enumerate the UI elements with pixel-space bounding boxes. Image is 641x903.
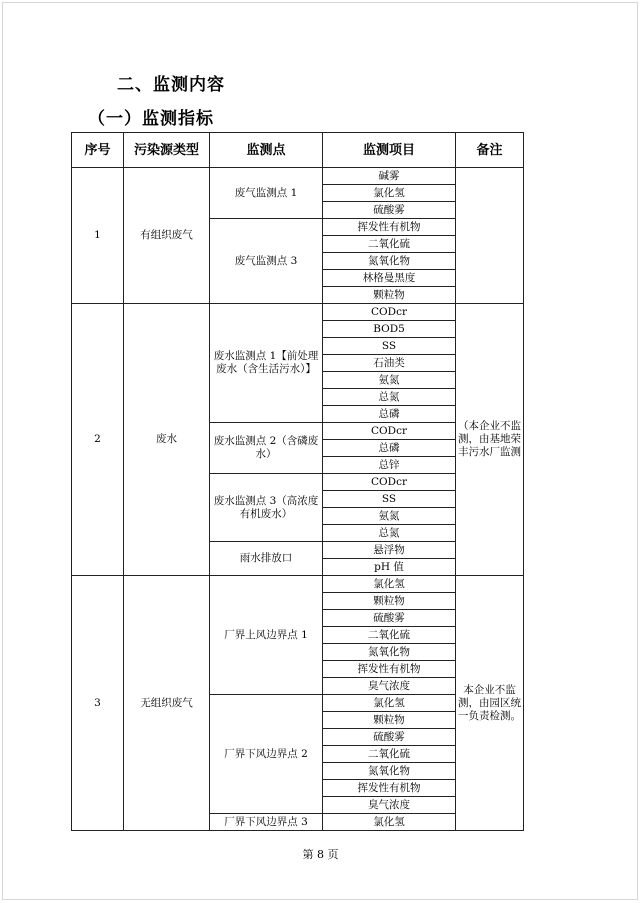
monitoring-item: 臭气浓度 bbox=[323, 797, 456, 814]
monitoring-item: 挥发性有机物 bbox=[323, 780, 456, 797]
monitoring-item: 氨氮 bbox=[323, 508, 456, 525]
monitoring-item: 氮氧化物 bbox=[323, 253, 456, 270]
monitoring-item: 挥发性有机物 bbox=[323, 219, 456, 236]
page-number: 第 8 页 bbox=[302, 848, 339, 861]
monitoring-item: 二氧化硫 bbox=[323, 627, 456, 644]
monitoring-item: 氯化氢 bbox=[323, 576, 456, 593]
remark: （本企业不监测，由基地荣丰污水厂监测 bbox=[456, 304, 524, 576]
monitoring-item: 氨氮 bbox=[323, 372, 456, 389]
monitoring-point: 厂界下风边界点 3 bbox=[210, 814, 323, 831]
monitoring-item: 臭气浓度 bbox=[323, 678, 456, 695]
monitoring-item: 颗粒物 bbox=[323, 712, 456, 729]
monitoring-item: 颗粒物 bbox=[323, 593, 456, 610]
header-remark: 备注 bbox=[456, 133, 524, 168]
monitoring-item: 氯化氢 bbox=[323, 695, 456, 712]
monitoring-item: pH 值 bbox=[323, 559, 456, 576]
monitoring-point: 废气监测点 3 bbox=[210, 219, 323, 304]
monitoring-point: 废气监测点 1 bbox=[210, 168, 323, 219]
monitoring-item: 氯化氢 bbox=[323, 814, 456, 831]
monitoring-item: CODcr bbox=[323, 423, 456, 440]
monitoring-point: 废水监测点 2（含磷废水） bbox=[210, 423, 323, 474]
monitoring-item: 氮氧化物 bbox=[323, 644, 456, 661]
monitoring-point: 厂界上风边界点 1 bbox=[210, 576, 323, 695]
monitoring-item: 碱雾 bbox=[323, 168, 456, 185]
source-type: 有组织废气 bbox=[124, 168, 210, 304]
header-source-type: 污染源类型 bbox=[124, 133, 210, 168]
table-row bbox=[72, 168, 524, 185]
monitoring-item: 林格曼黑度 bbox=[323, 270, 456, 287]
monitoring-table bbox=[71, 132, 524, 831]
row-number: 1 bbox=[72, 168, 124, 304]
subsection-heading: （一）监测指标 bbox=[88, 109, 214, 129]
monitoring-item: 氮氧化物 bbox=[323, 763, 456, 780]
monitoring-item: 总磷 bbox=[323, 406, 456, 423]
monitoring-item: 总氮 bbox=[323, 389, 456, 406]
monitoring-item: 总磷 bbox=[323, 440, 456, 457]
monitoring-item: 石油类 bbox=[323, 355, 456, 372]
monitoring-item: 颗粒物 bbox=[323, 287, 456, 304]
header-monitoring-point: 监测点 bbox=[210, 133, 323, 168]
monitoring-point: 厂界下风边界点 2 bbox=[210, 695, 323, 814]
monitoring-point: 废水监测点 1【前处理废水（含生活污水）】 bbox=[210, 304, 323, 423]
monitoring-item: BOD5 bbox=[323, 321, 456, 338]
monitoring-item: SS bbox=[323, 338, 456, 355]
monitoring-item: 氯化氢 bbox=[323, 185, 456, 202]
header-no: 序号 bbox=[72, 133, 124, 168]
monitoring-item: CODcr bbox=[323, 304, 456, 321]
row-number: 3 bbox=[72, 576, 124, 831]
source-type: 废水 bbox=[124, 304, 210, 576]
monitoring-item: 硫酸雾 bbox=[323, 202, 456, 219]
monitoring-item: 总氮 bbox=[323, 525, 456, 542]
monitoring-item: 硫酸雾 bbox=[323, 610, 456, 627]
section-heading: 二、监测内容 bbox=[117, 75, 225, 95]
monitoring-item: 悬浮物 bbox=[323, 542, 456, 559]
header-monitoring-item: 监测项目 bbox=[323, 133, 456, 168]
monitoring-item: CODcr bbox=[323, 474, 456, 491]
source-type: 无组织废气 bbox=[124, 576, 210, 831]
monitoring-item: SS bbox=[323, 491, 456, 508]
monitoring-item: 二氧化硫 bbox=[323, 746, 456, 763]
monitoring-point: 废水监测点 3（高浓度有机废水） bbox=[210, 474, 323, 542]
monitoring-item: 硫酸雾 bbox=[323, 729, 456, 746]
monitoring-item: 总锌 bbox=[323, 457, 456, 474]
remark bbox=[456, 168, 524, 304]
row-number: 2 bbox=[72, 304, 124, 576]
table-row bbox=[72, 304, 524, 321]
monitoring-item: 二氧化硫 bbox=[323, 236, 456, 253]
monitoring-point: 雨水排放口 bbox=[210, 542, 323, 576]
table-body bbox=[72, 168, 524, 831]
table-header-row bbox=[72, 133, 524, 168]
table-row bbox=[72, 576, 524, 593]
monitoring-item: 挥发性有机物 bbox=[323, 661, 456, 678]
remark: 本企业不监测，由园区统一负责检测。 bbox=[456, 576, 524, 831]
